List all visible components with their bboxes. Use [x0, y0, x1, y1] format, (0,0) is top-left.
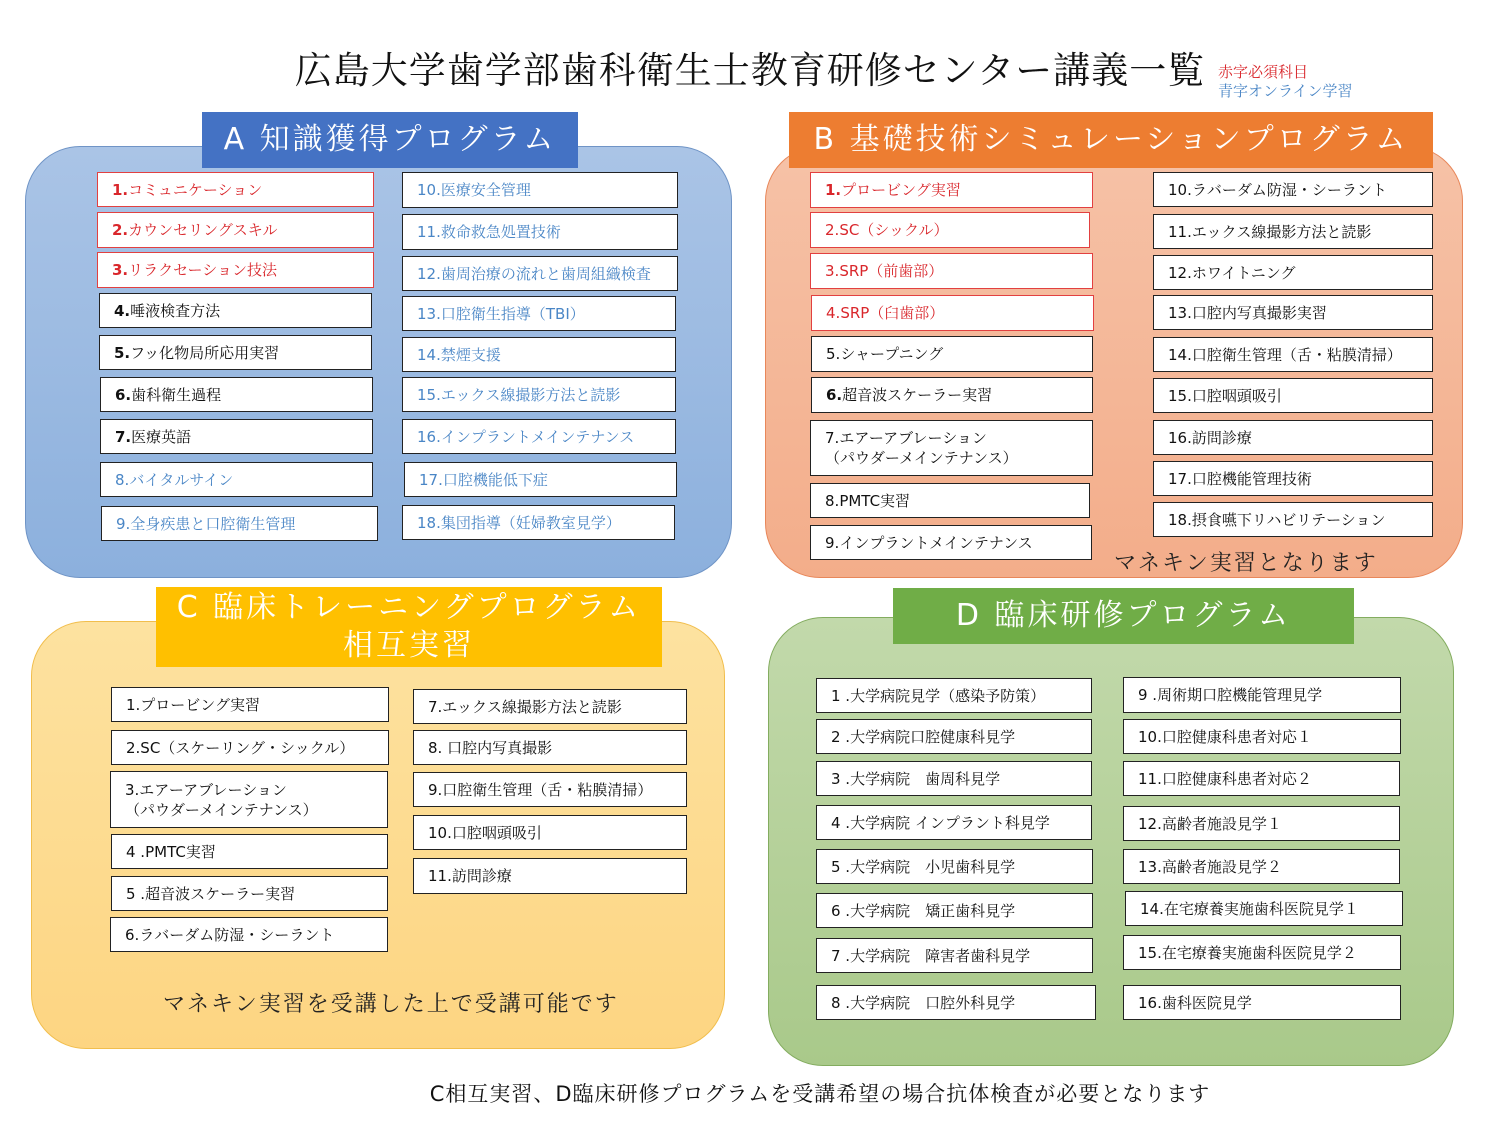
note-prerequisite: マネキン実習を受講した上で受講可能です	[163, 992, 619, 1017]
b-item-9: 9. インプラントメインテナンス	[810, 525, 1092, 560]
b-item-8: 8. PMTC実習	[810, 483, 1090, 518]
d-item-15: 15.在宅療養実施歯科医院見学２	[1123, 935, 1401, 970]
d-item-3: 3 .大学病院 歯周科見学	[816, 761, 1092, 796]
d-item-7: 7 .大学病院 障害者歯科見学	[816, 938, 1093, 973]
banner-c-line2: 相互実習	[343, 628, 475, 663]
banner-b: B 基礎技術シミュレーションプログラム	[789, 112, 1433, 168]
c-item-10: 10.口腔咽頭吸引	[413, 815, 687, 850]
legend-online: 青字オンライン学習	[1218, 82, 1353, 100]
a-item-14: 14. 禁煙支援	[402, 337, 676, 372]
b-item-17: 17. 口腔機能管理技術	[1153, 461, 1433, 496]
a-item-18: 18. 集団指導（妊婦教室見学）	[402, 505, 675, 540]
b-item-18: 18. 摂食嚥下リハビリテーション	[1153, 502, 1433, 537]
c-item-2: 2.SC（スケーリング・シックル）	[111, 730, 389, 765]
d-item-5: 5 .大学病院 小児歯科見学	[816, 849, 1093, 884]
d-item-4: 4 .大学病院 インプラント科見学	[816, 805, 1092, 840]
d-item-2: 2 .大学病院口腔健康科見学	[816, 719, 1092, 754]
c-item-6: 6.ラバーダム防湿・シーラント	[110, 917, 388, 952]
d-item-6: 6 .大学病院 矯正歯科見学	[816, 893, 1093, 928]
footer-note: C相互実習、D臨床研修プログラムを受講希望の場合抗体検査が必要となります	[429, 1082, 1211, 1106]
c-item-7: 7.エックス線撮影方法と読影	[413, 689, 687, 724]
a-item-10: 10. 医療安全管理	[402, 172, 678, 208]
d-item-10: 10.口腔健康科患者対応１	[1123, 719, 1401, 754]
d-item-11: 11.口腔健康科患者対応２	[1123, 761, 1400, 796]
a-item-1: 1. コミュニケーション	[97, 172, 374, 207]
b-item-13: 13. 口腔内写真撮影実習	[1153, 295, 1433, 330]
c-item-3: 3.エアーアブレーション （パウダーメインテナンス）	[110, 771, 388, 828]
a-item-5: 5. フッ化物局所応用実習	[99, 335, 372, 370]
note-mannequin: マネキン実習となります	[1114, 551, 1378, 576]
banner-d: D 臨床研修プログラム	[893, 588, 1354, 644]
a-item-9: 9. 全身疾患と口腔衛生管理	[101, 506, 378, 541]
b-item-16: 16. 訪問診療	[1153, 420, 1433, 455]
c-item-1: 1.プロービング実習	[111, 687, 389, 722]
d-item-12: 12.高齢者施設見学１	[1123, 806, 1400, 841]
c-item-9: 9.口腔衛生管理（舌・粘膜清掃）	[413, 772, 687, 807]
b-item-7: 7.エアーアブレーション （パウダーメインテナンス）	[810, 420, 1093, 476]
a-item-13: 13. 口腔衛生指導（TBI）	[402, 296, 676, 331]
a-item-6: 6. 歯科衛生過程	[100, 377, 373, 412]
a-item-3: 3. リラクセーション技法	[97, 252, 374, 288]
d-item-14: 14.在宅療養実施歯科医院見学１	[1125, 891, 1403, 926]
b-item-2: 2. SC（シックル）	[810, 212, 1090, 248]
legend-required: 赤字必須科目	[1218, 63, 1309, 81]
c-item-5: 5 .超音波スケーラー実習	[111, 876, 388, 911]
d-item-16: 16.歯科医院見学	[1123, 985, 1401, 1020]
b-item-14: 14. 口腔衛生管理（舌・粘膜清掃）	[1153, 337, 1433, 372]
d-item-13: 13.高齢者施設見学２	[1123, 849, 1400, 884]
b-item-3: 3. SRP（前歯部）	[810, 253, 1093, 289]
b-item-4: 4. SRP（臼歯部）	[811, 295, 1094, 331]
b-item-6: 6. 超音波スケーラー実習	[811, 377, 1093, 413]
a-item-8: 8. バイタルサイン	[100, 462, 373, 497]
b-item-12: 12. ホワイトニング	[1153, 255, 1433, 290]
b-item-11: 11. エックス線撮影方法と読影	[1153, 214, 1433, 249]
c-item-4: 4 .PMTC実習	[111, 834, 388, 869]
a-item-16: 16. インプラントメインテナンス	[402, 419, 676, 454]
a-item-15: 15. エックス線撮影方法と読影	[402, 377, 676, 412]
c-item-8: 8. 口腔内写真撮影	[413, 730, 687, 765]
b-item-1: 1. プロービング実習	[810, 172, 1093, 208]
c-item-11: 11.訪問診療	[413, 858, 687, 894]
a-item-17: 17. 口腔機能低下症	[404, 462, 677, 497]
a-item-12: 12. 歯周治療の流れと歯周組織検査	[402, 256, 678, 291]
banner-a: A 知識獲得プログラム	[202, 112, 578, 168]
d-item-1: 1 .大学病院見学（感染予防策）	[816, 678, 1092, 713]
d-item-9: 9 .周術期口腔機能管理見学	[1123, 677, 1401, 713]
b-item-10: 10. ラバーダム防湿・シーラント	[1153, 172, 1433, 207]
banner-c-line1: C 臨床トレーニングプログラム	[176, 590, 642, 625]
a-item-4: 4. 唾液検査方法	[99, 293, 372, 328]
a-item-11: 11. 救命救急処置技術	[402, 214, 678, 250]
d-item-8: 8 .大学病院 口腔外科見学	[816, 985, 1096, 1020]
banner-c	[156, 587, 662, 667]
a-item-2: 2. カウンセリングスキル	[97, 212, 374, 248]
b-item-15: 15. 口腔咽頭吸引	[1153, 378, 1433, 413]
a-item-7: 7. 医療英語	[100, 419, 373, 454]
b-item-5: 5. シャープニング	[811, 336, 1093, 372]
page-title: 広島大学歯学部歯科衛生士教育研修センター講義一覧	[294, 49, 1206, 92]
